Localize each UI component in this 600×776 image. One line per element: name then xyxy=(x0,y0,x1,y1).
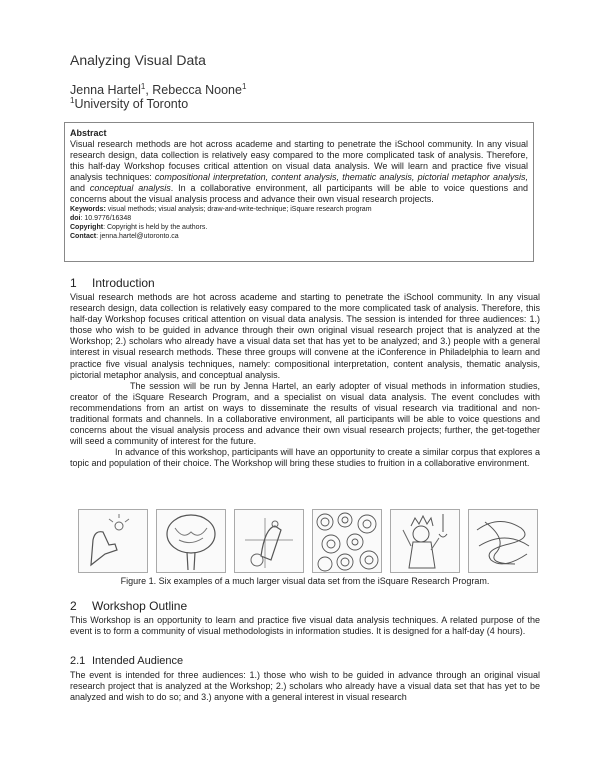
abstract-heading: Abstract xyxy=(70,128,107,138)
paragraph: The event is intended for three audiences: 1.) those who wish to be guided in advance through an original visual research project that is analyzed at the Workshop; 2.) scholars who already have a visual data set that has yet to be analyzed and wish to do so; and 3.) anyone with a general interest in visual research xyxy=(70,670,540,703)
swirls-drawing-icon xyxy=(312,509,382,573)
subsection-2-1-body xyxy=(70,670,540,703)
contact: Contact: jenna.hartel@utoronto.ca xyxy=(70,233,179,240)
paper-title: Analyzing Visual Data xyxy=(70,52,206,68)
section-1-heading: 1 Introduction xyxy=(70,276,155,290)
paragraph: Visual research methods are hot across academe and starting to penetrate the iSchool community. In any visual research design, data collection is relatively easy compared to the more complicated task of analysis. Therefore, this half-day Workshop focuses critical attention on visual data analysis. The session is intended for three audiences: 1.) those who wish to be guided in advance through their own original visual research project that is analyzed at the Workshop; 2.) scholars who already have a visual data set that has yet to be analyzed; and 3.) people with a general interest in visual research methods. These three groups will convene at the iConference in Philadelphia to learn and practice five visual analysis techniques, namely: compositional interpretation, content analysis, thematic analysis, pictorial metaphor analysis, and conceptual analysis. xyxy=(70,292,540,380)
author-name: Rebecca Noone xyxy=(152,83,242,98)
copyright: Copyright: Copyright is held by the authors. xyxy=(70,224,208,231)
subsection-2-1-heading: 2.1 Intended Audience xyxy=(70,655,184,667)
arm-drawing-icon xyxy=(78,509,148,573)
keywords: Keywords: visual methods; visual analysis; draw-and-write-technique; iSquare research program xyxy=(70,206,372,213)
paragraph: This Workshop is an opportunity to learn and practice five visual data analysis techniques. A related purpose of the event is to form a community of visual methodologists in information studies. It is designed for a half-day (4 hours). xyxy=(70,615,540,637)
figure-1 xyxy=(70,509,540,573)
doi: doi: 10.9776/16348 xyxy=(70,215,132,222)
section-1-body xyxy=(70,292,540,470)
author-name: Jenna Hartel xyxy=(70,83,141,98)
abstract-text: Visual research methods are hot across academe and starting to penetrate the iSchool community. In any visual research design, data collection is relatively easy compared to the more complicated task of analysis. Therefore, this half-day Workshop focuses critical attention on visual data analysis. We will learn and practice five visual analysis techniques: compositional interpretation, content analysis, thematic analysis, pictorial metaphor analysis, and conceptual analysis. In a collaborative environment, all participants will be able to voice questions and concerns about the visual analysis process and advance their own visual research projects. xyxy=(70,139,528,204)
pencil-sketch-icon xyxy=(234,509,304,573)
abstract-box xyxy=(64,122,534,262)
figure-caption: Figure 1. Six examples of a much larger visual data set from the iSquare Research Program. xyxy=(120,576,490,586)
tree-drawing-icon xyxy=(156,509,226,573)
figure-drawing-icon xyxy=(390,509,460,573)
affiliation-name: University of Toronto xyxy=(74,97,189,112)
scribble-drawing-icon xyxy=(468,509,538,573)
affiliation: $^1$University of Toronto xyxy=(70,96,189,112)
author-list: Jenna Hartel$^1$, Rebecca Noone$^1$ xyxy=(70,82,247,98)
paragraph: In advance of this workshop, participants will have an opportunity to create a similar corpus that explores a topic and population of their choice. The Workshop will bring these studies to fruition in a collaborative environment. xyxy=(70,447,540,469)
section-2-heading: 2 Workshop Outline xyxy=(70,599,188,613)
paragraph: The session will be run by Jenna Hartel, an early adopter of visual methods in information studies, creator of the iSquare Research Program, and a specialist on visual data analysis. The event concludes with recommendations from an artist on ways to disseminate the results of visual research via traditional and non-traditional formats and channels. In a collaborative environment, all participants will be able to voice questions and concerns about the visual analysis process and advance their own visual research projects; further, the get-together will seed a community of interest for the future. xyxy=(70,380,540,447)
section-2-body xyxy=(70,615,540,637)
